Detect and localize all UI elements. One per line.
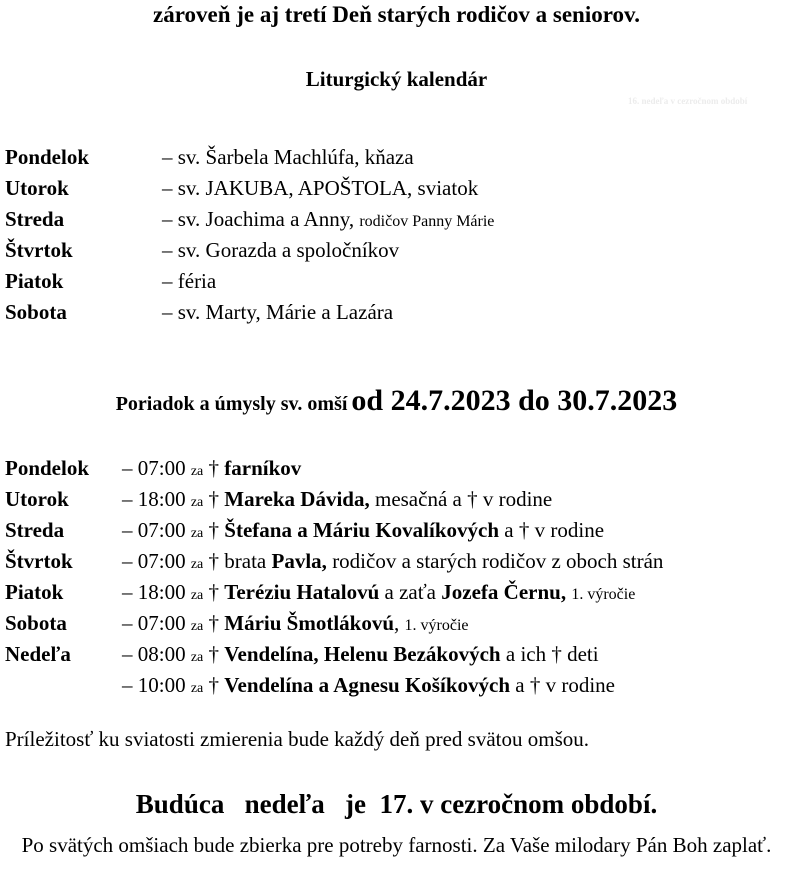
mass-schedule-title <box>0 384 793 418</box>
mass-line: – 07:00 za † Máriu Šmotlákovú, 1. výročie <box>122 611 469 635</box>
calendar-title: Liturgický kalendár <box>305 67 488 91</box>
mass-title-dates: od 24.7.2023 do 30.7.2023 <box>351 384 678 417</box>
mass-day: Štvrtok <box>5 549 73 573</box>
confession-note: Príležitosť ku sviatosti zmierenia bude každý deň pred svätou omšou. <box>5 727 590 751</box>
calendar-desc: – sv. Marty, Márie a Lazára <box>162 300 394 324</box>
mass-line: – 18:00 za † Mareka Dávida, mesačná a † v rodine <box>122 487 553 511</box>
calendar-day: Pondelok <box>5 145 90 169</box>
mass-line: – 07:00 za † farníkov <box>122 456 302 480</box>
mass-title-part1: Poriadok a úmysly sv. omší <box>115 393 348 415</box>
calendar-day: Piatok <box>5 269 64 293</box>
mass-line: – 07:00 za † Štefana a Máriu Kovalíkových a † v rodine <box>122 518 605 542</box>
faint-sunday-note: 16. nedeľa v cezročnom období <box>628 96 748 106</box>
mass-day: Streda <box>5 518 65 542</box>
calendar-desc: – sv. Gorazda a spoločníkov <box>162 238 400 262</box>
collection-note: Po svätých omšiach bude zbierka pre potreby farnosti. Za Vaše milodary Pán Boh zaplať. <box>21 833 772 857</box>
calendar-desc: – sv. JAKUBA, APOŠTOLA, sviatok <box>162 176 479 200</box>
calendar-desc: – sv. Joachima a Anny, rodičov Panny Márie <box>162 207 495 231</box>
mass-day: Sobota <box>5 611 67 635</box>
mass-day: Pondelok <box>5 456 90 480</box>
intro-line: zároveň je aj tretí Deň starých rodičov a seniorov. <box>153 2 640 27</box>
calendar-day: Utorok <box>5 176 69 200</box>
mass-line: – 10:00 za † Vendelína a Agnesu Košíkových a † v rodine <box>122 673 615 697</box>
mass-day: Piatok <box>5 580 64 604</box>
mass-day: Nedeľa <box>5 642 71 666</box>
next-sunday-heading: Budúca nedeľa je 17. v cezročnom období. <box>135 789 658 819</box>
calendar-desc: – sv. Šarbela Machlúfa, kňaza <box>162 145 414 169</box>
calendar-day: Streda <box>5 207 65 231</box>
calendar-desc-small: rodičov Panny Márie <box>359 213 495 230</box>
calendar-day: Štvrtok <box>5 238 73 262</box>
calendar-day: Sobota <box>5 300 67 324</box>
mass-day: Utorok <box>5 487 69 511</box>
mass-line: – 08:00 za † Vendelína, Helenu Bezákových a ich † deti <box>122 642 599 666</box>
mass-line: – 18:00 za † Teréziu Hatalovú a zaťa Jozefa Černu, 1. výročie <box>122 580 636 604</box>
calendar-desc: – féria <box>162 269 217 293</box>
mass-line: – 07:00 za † brata Pavla, rodičov a starých rodičov z oboch strán <box>122 549 664 573</box>
